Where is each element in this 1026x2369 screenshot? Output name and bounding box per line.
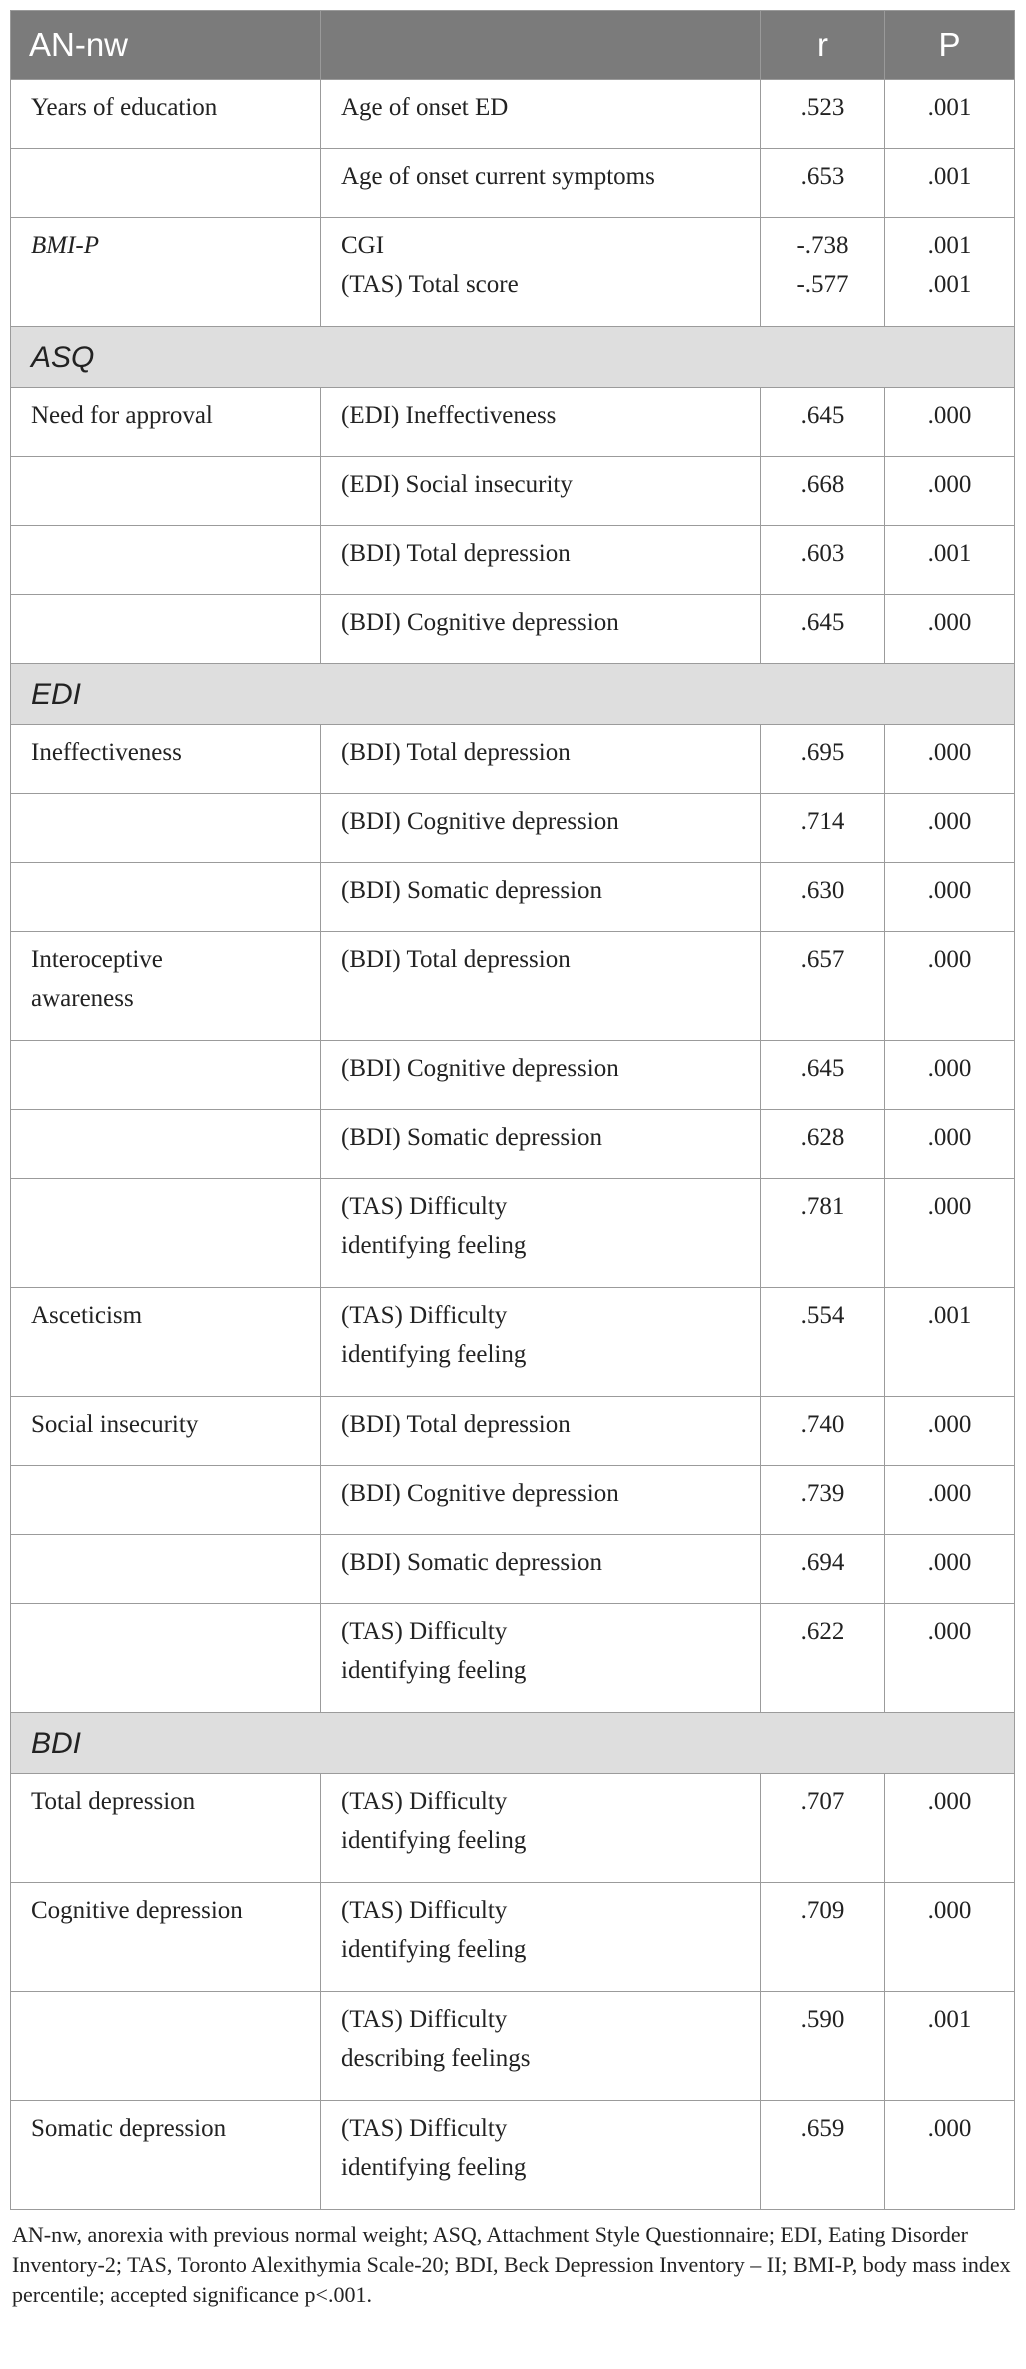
table-row — [11, 725, 1015, 794]
table-row — [11, 595, 1015, 664]
correlate-cell: (BDI) Total depression — [321, 1397, 761, 1466]
measure-cell — [11, 1041, 321, 1110]
measure-cell — [11, 1604, 321, 1713]
table-row — [11, 1992, 1015, 2101]
p-value-cell: .000 — [885, 1466, 1015, 1535]
correlate-cell: Age of onset ED — [321, 80, 761, 149]
p-value-cell: .000 — [885, 1535, 1015, 1604]
r-value-cell: .694 — [761, 1535, 885, 1604]
table-row — [11, 1535, 1015, 1604]
correlate-cell: (TAS) Difficulty identifying feeling — [321, 1774, 761, 1883]
table-row — [11, 526, 1015, 595]
r-value-cell: .695 — [761, 725, 885, 794]
p-value-cell: .001 .001 — [885, 218, 1015, 327]
p-value-cell: .000 — [885, 2101, 1015, 2210]
p-value-cell: .000 — [885, 388, 1015, 457]
p-value-cell: .000 — [885, 1774, 1015, 1883]
table-row — [11, 1883, 1015, 1992]
table-row — [11, 1041, 1015, 1110]
correlate-cell: (BDI) Cognitive depression — [321, 1466, 761, 1535]
table-row — [11, 388, 1015, 457]
r-value-cell: .740 — [761, 1397, 885, 1466]
measure-cell — [11, 1110, 321, 1179]
r-value-cell: .554 — [761, 1288, 885, 1397]
table-row — [11, 1397, 1015, 1466]
table-row — [11, 1604, 1015, 1713]
p-value-cell: .000 — [885, 932, 1015, 1041]
correlate-cell: (BDI) Cognitive depression — [321, 1041, 761, 1110]
correlate-cell: (TAS) Difficulty identifying feeling — [321, 1288, 761, 1397]
measure-cell — [11, 794, 321, 863]
p-value-cell: .000 — [885, 794, 1015, 863]
correlate-cell: (BDI) Cognitive depression — [321, 595, 761, 664]
measure-cell — [11, 526, 321, 595]
table-row — [11, 1179, 1015, 1288]
measure-cell — [11, 149, 321, 218]
correlate-cell: (TAS) Difficulty describing feelings — [321, 1992, 761, 2101]
r-value-cell: .645 — [761, 595, 885, 664]
section-label: EDI — [11, 664, 1015, 725]
p-value-cell: .000 — [885, 1397, 1015, 1466]
r-value-cell: .628 — [761, 1110, 885, 1179]
measure-cell — [11, 1992, 321, 2101]
correlate-cell: (BDI) Total depression — [321, 526, 761, 595]
table-row — [11, 863, 1015, 932]
header-group: AN-nw — [11, 11, 321, 80]
measure-cell — [11, 1466, 321, 1535]
p-value-cell: .001 — [885, 149, 1015, 218]
r-value-cell: .668 — [761, 457, 885, 526]
measure-cell: Cognitive depression — [11, 1883, 321, 1992]
r-value-cell: .523 — [761, 80, 885, 149]
section-row — [11, 664, 1015, 725]
measure-cell — [11, 1179, 321, 1288]
correlate-cell: (TAS) Difficulty identifying feeling — [321, 1604, 761, 1713]
measure-cell — [11, 1535, 321, 1604]
p-value-cell: .000 — [885, 1041, 1015, 1110]
r-value-cell: .659 — [761, 2101, 885, 2210]
r-value-cell: .707 — [761, 1774, 885, 1883]
correlate-cell: (BDI) Total depression — [321, 932, 761, 1041]
r-value-cell: .645 — [761, 1041, 885, 1110]
correlate-cell: (BDI) Somatic depression — [321, 1110, 761, 1179]
r-value-cell: .714 — [761, 794, 885, 863]
r-value-cell: .739 — [761, 1466, 885, 1535]
r-value-cell: .709 — [761, 1883, 885, 1992]
header-p: P — [885, 11, 1015, 80]
section-row — [11, 1713, 1015, 1774]
r-value-cell: .657 — [761, 932, 885, 1041]
correlate-cell: CGI (TAS) Total score — [321, 218, 761, 327]
r-value-cell: .622 — [761, 1604, 885, 1713]
section-label: ASQ — [11, 327, 1015, 388]
measure-cell: Somatic depression — [11, 2101, 321, 2210]
table-footnote: AN-nw, anorexia with previous normal weight; ASQ, Attachment Style Questionnaire; EDI, Eating Disorder Inventory-2; TAS, Toronto Alexithymia Scale-20; BDI, Beck Depression Inventory – II; BMI-P, body mass index percentile; accepted significance p<.001. — [12, 2222, 1011, 2307]
table-row — [11, 1288, 1015, 1397]
p-value-cell: .000 — [885, 725, 1015, 794]
measure-cell: Need for approval — [11, 388, 321, 457]
measure-cell: Interoceptive awareness — [11, 932, 321, 1041]
header-blank — [321, 11, 761, 80]
header-r: r — [761, 11, 885, 80]
table-row — [11, 794, 1015, 863]
p-value-cell: .001 — [885, 1992, 1015, 2101]
correlate-cell: Age of onset current symptoms — [321, 149, 761, 218]
table-row — [11, 1774, 1015, 1883]
correlate-cell: (EDI) Ineffectiveness — [321, 388, 761, 457]
correlate-cell: (TAS) Difficulty identifying feeling — [321, 1883, 761, 1992]
table-row — [11, 1466, 1015, 1535]
r-value-cell: -.738 -.577 — [761, 218, 885, 327]
section-label: BDI — [11, 1713, 1015, 1774]
measure-cell: Asceticism — [11, 1288, 321, 1397]
table-container — [10, 10, 1014, 2310]
r-value-cell: .603 — [761, 526, 885, 595]
table-row — [11, 932, 1015, 1041]
p-value-cell: .000 — [885, 1883, 1015, 1992]
correlate-cell: (BDI) Somatic depression — [321, 863, 761, 932]
r-value-cell: .645 — [761, 388, 885, 457]
p-value-cell: .000 — [885, 1110, 1015, 1179]
measure-cell — [11, 595, 321, 664]
p-value-cell: .001 — [885, 80, 1015, 149]
table-header-row — [11, 11, 1015, 80]
table-row — [11, 218, 1015, 327]
r-value-cell: .590 — [761, 1992, 885, 2101]
p-value-cell: .000 — [885, 1179, 1015, 1288]
measure-cell — [11, 457, 321, 526]
measure-cell — [11, 863, 321, 932]
p-value-cell: .000 — [885, 457, 1015, 526]
measure-cell: Ineffectiveness — [11, 725, 321, 794]
measure-cell: Years of education — [11, 80, 321, 149]
r-value-cell: .781 — [761, 1179, 885, 1288]
table-row — [11, 1110, 1015, 1179]
r-value-cell: .630 — [761, 863, 885, 932]
correlate-cell: (BDI) Cognitive depression — [321, 794, 761, 863]
correlate-cell: (EDI) Social insecurity — [321, 457, 761, 526]
correlation-table — [10, 10, 1015, 2210]
p-value-cell: .000 — [885, 863, 1015, 932]
measure-cell: BMI-P — [11, 218, 321, 327]
table-row — [11, 2101, 1015, 2210]
table-row — [11, 149, 1015, 218]
correlate-cell: (BDI) Total depression — [321, 725, 761, 794]
table-body — [11, 80, 1015, 2210]
p-value-cell: .001 — [885, 526, 1015, 595]
p-value-cell: .000 — [885, 595, 1015, 664]
table-row — [11, 457, 1015, 526]
table-row — [11, 80, 1015, 149]
correlate-cell: (BDI) Somatic depression — [321, 1535, 761, 1604]
measure-cell: Social insecurity — [11, 1397, 321, 1466]
r-value-cell: .653 — [761, 149, 885, 218]
section-row — [11, 327, 1015, 388]
p-value-cell: .001 — [885, 1288, 1015, 1397]
correlate-cell: (TAS) Difficulty identifying feeling — [321, 1179, 761, 1288]
correlate-cell: (TAS) Difficulty identifying feeling — [321, 2101, 761, 2210]
p-value-cell: .000 — [885, 1604, 1015, 1713]
measure-cell: Total depression — [11, 1774, 321, 1883]
